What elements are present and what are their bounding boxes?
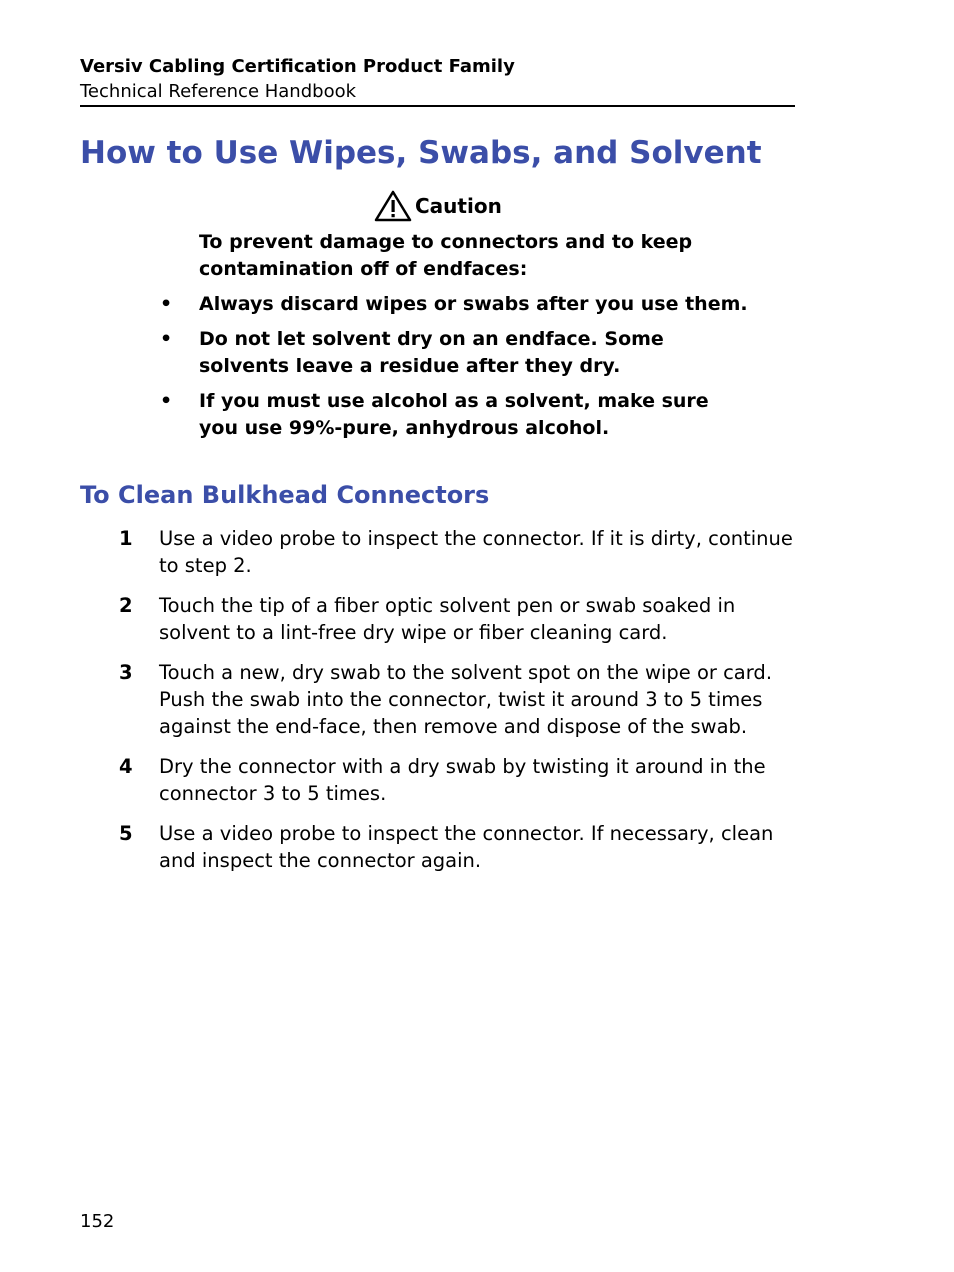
step-item — [119, 820, 799, 874]
steps-list — [119, 525, 799, 874]
caution-intro: To prevent damage to connectors and to keep contamination off of endfaces: — [199, 231, 693, 280]
step-item — [119, 659, 799, 740]
caution-item-text: Always discard wipes or swabs after you use them. — [199, 293, 748, 315]
caution-heading — [374, 190, 502, 222]
step-text: Use a video probe to inspect the connector. If it is dirty, continue to step 2. — [159, 527, 793, 577]
caution-item — [160, 326, 760, 380]
step-item — [119, 592, 799, 646]
caution-item-text: If you must use alcohol as a solvent, make sure you use 99%-pure, anhydrous alcohol. — [199, 390, 709, 439]
page-title: How to Use Wipes, Swabs, and Solvent — [80, 135, 762, 171]
caution-item — [160, 388, 760, 442]
running-header — [80, 54, 795, 107]
product-family-title: Versiv Cabling Certification Product Family — [80, 56, 515, 77]
step-text: Use a video probe to inspect the connector. If necessary, clean and inspect the connector again. — [159, 822, 774, 872]
step-text: Touch the tip of a fiber optic solvent pen or swab soaked in solvent to a lint-free dry wipe or fiber cleaning card. — [159, 594, 736, 644]
page-number: 152 — [80, 1211, 115, 1232]
step-number: 3 — [119, 661, 133, 684]
step-number: 5 — [119, 822, 133, 845]
warning-triangle-icon — [374, 190, 412, 222]
step-text: Dry the connector with a dry swab by twisting it around in the connector 3 to 5 times. — [159, 755, 766, 805]
bullet-icon: • — [160, 328, 173, 350]
step-item — [119, 753, 799, 807]
caution-item — [160, 291, 760, 318]
caution-list — [160, 291, 760, 442]
step-number: 2 — [119, 594, 133, 617]
step-number: 1 — [119, 527, 133, 550]
step-item — [119, 525, 799, 579]
step-number: 4 — [119, 755, 133, 778]
bullet-icon: • — [160, 293, 173, 315]
step-text: Touch a new, dry swab to the solvent spot on the wipe or card. Push the swab into the connector, twist it around 3 to 5 times against the end-face, then remove and dispose of the swab. — [159, 661, 773, 738]
bullet-icon: • — [160, 390, 173, 412]
caution-item-text: Do not let solvent dry on an endface. Some solvents leave a residue after they dry. — [199, 328, 664, 377]
handbook-title: Technical Reference Handbook — [80, 81, 357, 102]
caution-label: Caution — [415, 194, 502, 218]
section-heading: To Clean Bulkhead Connectors — [80, 481, 490, 509]
